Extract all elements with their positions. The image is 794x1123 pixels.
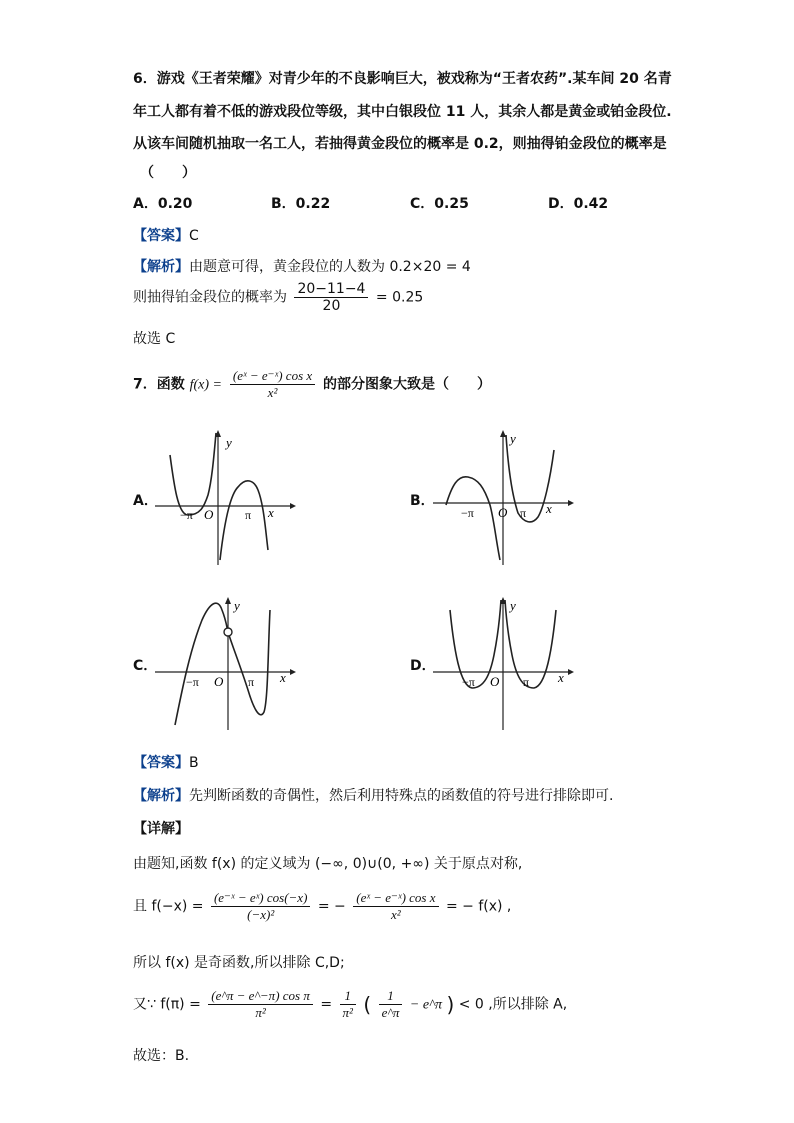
d4-den-2: π² bbox=[342, 1005, 353, 1020]
q6-option-a: A．0.20 bbox=[133, 196, 193, 212]
d2-den-2: x² bbox=[391, 907, 401, 922]
x-axis-arrow bbox=[290, 503, 296, 509]
q7-function-fraction bbox=[230, 368, 315, 401]
q6-answer bbox=[133, 225, 199, 245]
q6-analysis-2 bbox=[133, 281, 423, 314]
d4-suffix: < 0 ,所以排除 A, bbox=[458, 996, 568, 1013]
q6-conclusion: 故选 C bbox=[133, 331, 176, 347]
d2-prefix: 且 f(−x) = bbox=[133, 898, 204, 915]
graph-d bbox=[428, 590, 578, 735]
probability-fraction bbox=[294, 281, 368, 314]
answer-tag: 【答案】 bbox=[133, 755, 189, 771]
q7-stem bbox=[133, 368, 491, 401]
left-paren: ( bbox=[363, 992, 372, 1017]
d2-fraction-1 bbox=[211, 890, 310, 923]
fraction-numerator: 20−11−4 bbox=[294, 281, 368, 298]
q7-numerator: (eˣ − e⁻ˣ) cos x bbox=[230, 368, 315, 385]
answer-tag: 【答案】 bbox=[133, 228, 189, 244]
pi-label: π bbox=[248, 675, 255, 689]
y-axis-label: y bbox=[234, 598, 240, 613]
right-paren: ) bbox=[446, 992, 455, 1017]
d4-prefix: 又∵ f(π) = bbox=[133, 996, 201, 1013]
analysis-tag: 【解析】 bbox=[133, 788, 189, 804]
answer-value: C bbox=[189, 228, 199, 244]
q6-blank-parens: （ ） bbox=[140, 165, 196, 181]
q7-conclusion: 故选：B. bbox=[133, 1048, 190, 1064]
graph-c-right-branch bbox=[228, 610, 270, 715]
q7-answer bbox=[133, 752, 199, 772]
q6-line-2: 年工人都有着不低的游戏段位等级，其中白银段位 11 人，其余人都是黄金或铂金段位. bbox=[133, 104, 672, 120]
analysis-text: 先判断函数的奇偶性，然后利用特殊点的函数值的符号进行排除即可. bbox=[189, 788, 614, 804]
graph-a-right-branch bbox=[220, 481, 268, 560]
d4-num-2: 1 bbox=[340, 988, 356, 1005]
analysis-tag: 【解析】 bbox=[133, 259, 189, 275]
q6-line-1: 6．游戏《王者荣耀》对青少年的不良影响巨大，被戏称为“王者农药”.某车间 20 名青 bbox=[133, 71, 672, 87]
x-axis-label: x bbox=[280, 670, 286, 685]
graph-d-label: D． bbox=[410, 658, 436, 674]
x-axis-arrow bbox=[568, 669, 574, 675]
d4-fraction-2 bbox=[340, 988, 356, 1021]
x-axis-label: x bbox=[546, 501, 552, 516]
q6-option-b: B．0.22 bbox=[271, 196, 331, 212]
q7-detail-2 bbox=[133, 890, 511, 923]
analysis-text: 由题意可得，黄金段位的人数为 0.2×20 = 4 bbox=[189, 259, 471, 275]
origin-label: O bbox=[498, 505, 508, 520]
q7-suffix: 的部分图象大致是（ ） bbox=[323, 376, 492, 393]
d4-inner-den: e^π bbox=[381, 1005, 400, 1020]
y-axis-label: y bbox=[510, 598, 516, 613]
graph-d-right-branch bbox=[505, 600, 556, 688]
pi-label: π bbox=[523, 675, 530, 689]
q7-detail-3: 所以 f(x) 是奇函数,所以排除 C,D; bbox=[133, 955, 345, 971]
d4-num-1: (e^π − e^−π) cos π bbox=[208, 988, 313, 1005]
origin-label: O bbox=[214, 674, 224, 689]
pi-label: π bbox=[520, 506, 527, 520]
d2-num-1: (e⁻ˣ − eˣ) cos(−x) bbox=[211, 890, 310, 907]
neg-pi-label: −π bbox=[180, 508, 193, 522]
d2-fraction-2 bbox=[353, 890, 438, 923]
d2-num-2: (eˣ − e⁻ˣ) cos x bbox=[353, 890, 438, 907]
neg-pi-label: −π bbox=[461, 506, 474, 520]
q7-detail-4 bbox=[133, 988, 567, 1021]
analysis-result: = 0.25 bbox=[375, 289, 424, 306]
d4-den-1: π² bbox=[255, 1005, 266, 1020]
y-axis-arrow bbox=[500, 430, 506, 437]
graph-a bbox=[150, 425, 300, 570]
d2-suffix: = − f(x) , bbox=[445, 898, 512, 915]
analysis-prefix: 则抽得铂金段位的概率为 bbox=[133, 289, 287, 306]
q7-detail-1: 由题知,函数 f(x) 的定义域为 (−∞, 0)∪(0, +∞) 关于原点对称, bbox=[133, 856, 523, 872]
x-axis-label: x bbox=[558, 670, 564, 685]
x-axis-arrow bbox=[290, 669, 296, 675]
graph-c-label: C． bbox=[133, 658, 158, 674]
d4-mid: = bbox=[320, 996, 333, 1013]
q7-prefix: 7．函数 bbox=[133, 376, 185, 393]
d4-inner-fraction bbox=[379, 988, 403, 1021]
graph-a-left-branch bbox=[170, 433, 216, 515]
d2-den-1: (−x)² bbox=[247, 907, 275, 922]
q6-line-3: 从该车间随机抽取一名工人，若抽得黄金段位的概率是 0.2，则抽得铂金段位的概率是 bbox=[133, 136, 667, 152]
q6-analysis-1 bbox=[133, 256, 471, 276]
pi-label: π bbox=[245, 508, 252, 522]
q7-fx: f(x) = bbox=[189, 377, 222, 393]
x-axis-arrow bbox=[568, 500, 574, 506]
y-axis-label: y bbox=[226, 435, 232, 450]
fraction-denominator: 20 bbox=[322, 298, 341, 314]
d4-inner-rest: − e^π bbox=[409, 997, 442, 1013]
q6-option-c: C．0.25 bbox=[410, 196, 469, 212]
graph-b-label: B． bbox=[410, 493, 435, 509]
neg-pi-label: −π bbox=[186, 675, 199, 689]
detail-tag: 【详解】 bbox=[133, 821, 189, 837]
q6-option-d: D．0.42 bbox=[548, 196, 609, 212]
y-axis-label: y bbox=[510, 431, 516, 446]
d4-fraction-1 bbox=[208, 988, 313, 1021]
graph-c-left-branch bbox=[175, 603, 228, 725]
graph-c bbox=[150, 590, 300, 735]
x-axis-label: x bbox=[268, 505, 274, 520]
graph-a-label: A． bbox=[133, 493, 158, 509]
hollow-point bbox=[224, 628, 232, 636]
y-axis-arrow bbox=[225, 597, 231, 604]
q7-analysis bbox=[133, 785, 613, 805]
q7-denominator: x² bbox=[267, 385, 278, 400]
origin-label: O bbox=[490, 674, 500, 689]
answer-value: B bbox=[189, 755, 199, 771]
d2-mid: = − bbox=[317, 898, 346, 915]
q7-detail-tag bbox=[133, 818, 189, 838]
d4-inner-num: 1 bbox=[379, 988, 403, 1005]
neg-pi-label: −π bbox=[462, 675, 475, 689]
origin-label: O bbox=[204, 507, 214, 522]
graph-b bbox=[428, 425, 578, 570]
